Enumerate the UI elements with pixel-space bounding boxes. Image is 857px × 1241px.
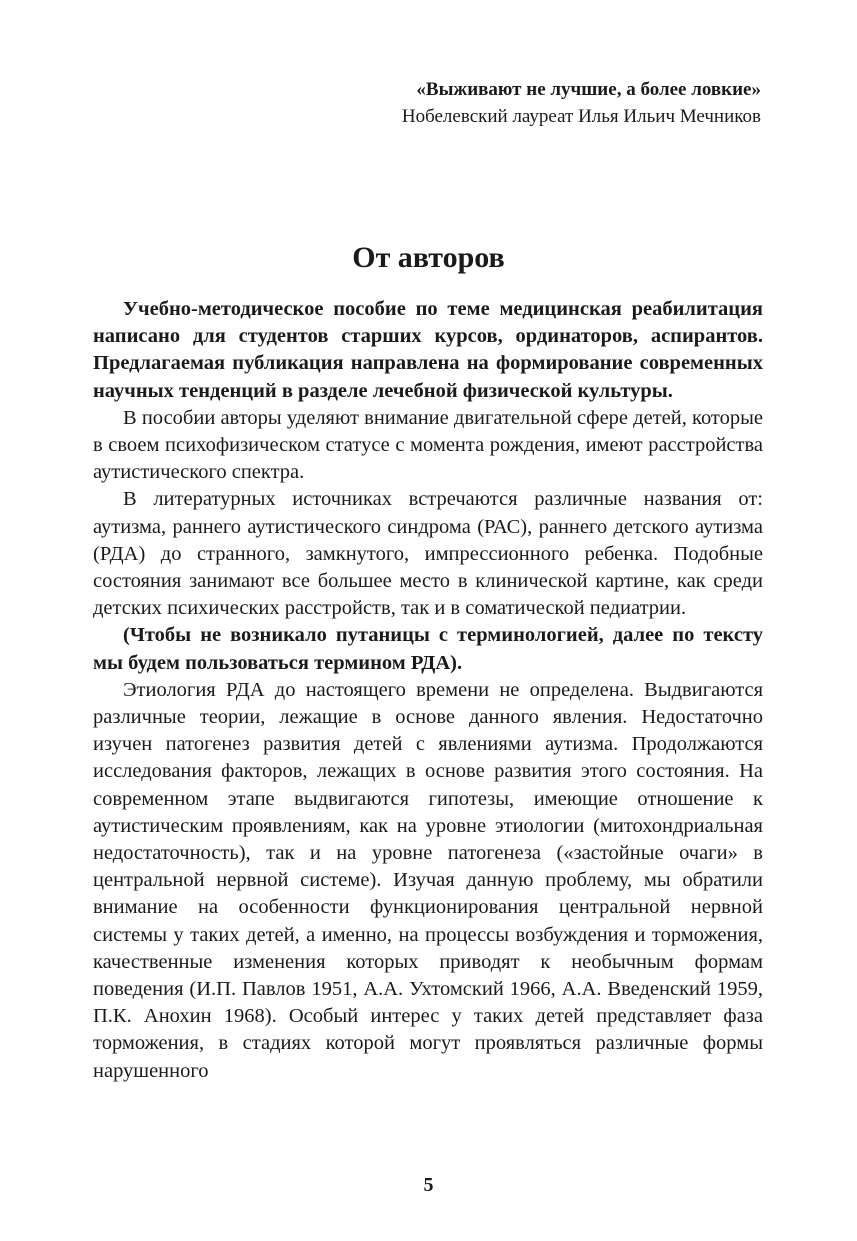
paragraph-terminology-sources: В литературных источниках встречаются различные названия от: аутизма, раннего аутистического синдрома (РАС), раннего детского аутизма (РДА) до странного, замкнутого, импрессионного ребенка. Подобные состояния занимают все большее место в клинической картине, как среди детских психических расстройств, так и в соматической педиатрии. <box>93 488 763 620</box>
epigraph-attribution: Нобелевский лауреат Илья Ильич Мечников <box>401 106 761 127</box>
paragraph-etiology: Этиология РДА до настоящего времени не определена. Выдвигаются различные теории, лежащие в основе данного явления. Недостаточно изучен патогенез развития детей с явлениями аутизма. Продолжаются исследования факторов, лежащих в основе развития этого состояния. На современном этапе выдвигаются гипотезы, имеющие отношение к аутистическим проявлениям, как на уровне этиологии (митохондриальная недостаточность), так и на уровне патогенеза («застойные очаги» в центральной нервной системе). Изучая данную проблему, мы обратили внимание на особенности функционирования центральной нервной системы у таких детей, а именно, на процессы возбуждения и торможения, качественные изменения которых приводят к необычным формам поведения (И.П. Павлов 1951, А.А. Ухтомский 1966, А.А. Введенский 1959, П.К. Анохин 1968). Особый интерес у таких детей представляет фаза торможения, в стадиях которой могут проявляться различные формы нарушенного <box>93 678 763 1082</box>
paragraph-terminology-note: (Чтобы не возникало путаницы с терминологией, далее по тексту мы будем пользоваться термином РДА). <box>93 624 763 674</box>
epigraph-quote: «Выживают не лучшие, а более ловкие» <box>416 79 761 100</box>
epigraph <box>402 76 761 130</box>
page-number: 5 <box>423 1174 434 1196</box>
paragraph-intro: Учебно-методическое пособие по теме медицинская реабилитация написано для студентов старших курсов, ординаторов, аспирантов. Предлагаемая публикация направлена на формирование современных научных тенденций в разделе лечебной физической культуры. <box>93 298 763 402</box>
paragraph-motor-sphere: В пособии авторы уделяют внимание двигательной сфере детей, которые в своем психофизическом статусе с момента рождения, имеют расстройства аутистического спектра. <box>93 406 763 484</box>
section-title: От авторов <box>352 241 505 274</box>
body-text <box>93 296 763 1085</box>
